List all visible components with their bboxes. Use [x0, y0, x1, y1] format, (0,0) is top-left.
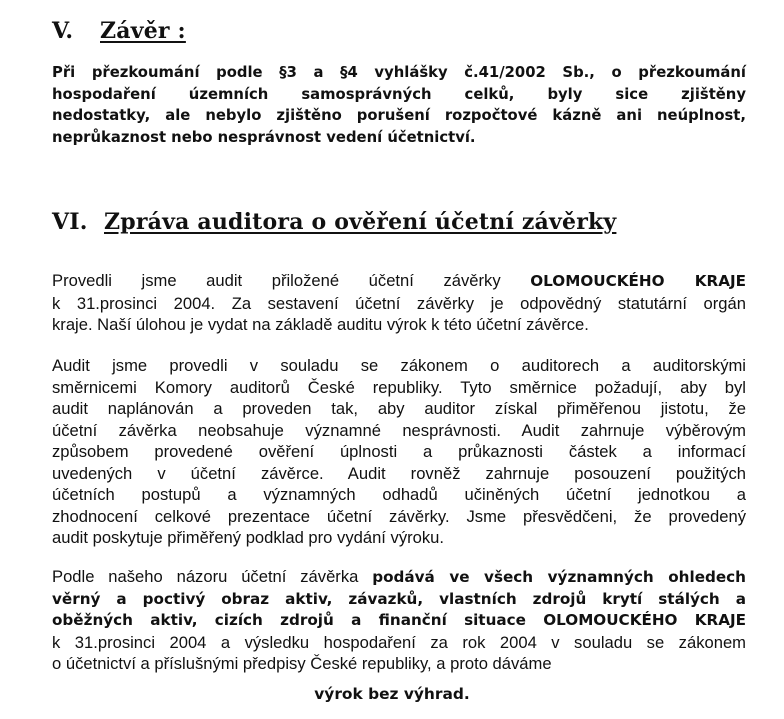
audit-intro-line-2: k 31.prosinci 2004. Za sestavení účetní závěrky je odpovědný statutární orgán — [52, 293, 746, 313]
opinion-bold-text-1: podává ve všech významných ohledech — [372, 568, 746, 586]
audit-intro-paragraph — [52, 270, 746, 336]
audit-opinion-line-2: věrný a poctivý obraz aktiv, závazků, vlastních zdrojů krytí stálých a — [52, 589, 746, 608]
conclusion-line-4: neprůkaznost nebo nesprávnost vedení účetnictví. — [52, 128, 476, 146]
audit-scope-line-6: uvedených v účetní závěrce. Audit rovněž zahrnuje posouzení použitých — [52, 463, 746, 483]
entity-name-opinion: OLOMOUCKÉHO KRAJE — [543, 611, 746, 629]
audit-scope-line-9: audit poskytuje přiměřený podklad pro vydání výroku. — [52, 528, 445, 547]
audit-opinion-line-5: o účetnictví a příslušnými předpisy České republiky, a proto dáváme — [52, 654, 552, 673]
conclusion-line-1: Při přezkoumání podle §3 a §4 vyhlášky č.41/2002 Sb., o přezkoumání — [52, 64, 746, 81]
audit-scope-line-4: účetní závěrka neobsahuje významné nesprávnosti. Audit zahrnuje výběrovým — [52, 420, 746, 440]
section-5-heading — [52, 18, 186, 44]
section-6-title: Zpráva auditora o ověření účetní závěrky — [104, 209, 617, 235]
conclusion-line-2: hospodaření územních samosprávných celků, byly sice zjištěny — [52, 85, 746, 103]
audit-intro-line-1 — [52, 270, 746, 293]
section-5-title: Závěr : — [100, 18, 186, 44]
conclusion-line-3: nedostatky, ale nebylo zjištěno porušení rozpočtové kázně ani neúplnost, — [52, 107, 746, 125]
audit-scope-line-7: účetních postupů a významných odhadů učiněných účetní jednotkou a — [52, 485, 746, 504]
section-6-number: VI. — [52, 209, 88, 235]
conclusion-paragraph — [52, 62, 746, 148]
audit-scope-line-2: směrnicemi Komory auditorů České republiky. Tyto směrnice požadují, aby byl — [52, 377, 746, 397]
audit-intro-line-3: kraje. Naší úlohou je vydat na základě auditu výrok k této účetní závěrce. — [52, 315, 589, 334]
opinion-bold-text-3: oběžných aktiv, cizích zdrojů a finanční situace — [52, 611, 526, 629]
audit-opinion-paragraph — [52, 566, 746, 675]
audit-intro-text: Provedli jsme audit přiložené účetní závěrky — [52, 271, 501, 290]
audit-opinion-line-3 — [52, 610, 746, 632]
audit-verdict: výrok bez výhrad. — [314, 685, 470, 703]
audit-opinion-line-4: k 31.prosinci 2004 a výsledku hospodaření za rok 2004 v souladu se zákonem — [52, 632, 746, 652]
audit-scope-line-1: Audit jsme provedli v souladu se zákonem o auditorech a auditorskými — [52, 356, 746, 375]
opinion-lead-text: Podle našeho názoru účetní závěrka — [52, 567, 359, 586]
audit-scope-line-3: audit naplánován a proveden tak, aby auditor získal přiměřenou jistotu, že — [52, 399, 746, 418]
audit-opinion-line-1 — [52, 566, 746, 589]
entity-name: OLOMOUCKÉHO KRAJE — [530, 272, 746, 290]
audit-scope-line-8: zhodnocení celkové prezentace účetní závěrky. Jsme přesvědčeni, že provedený — [52, 506, 746, 526]
section-5-number: V. — [52, 18, 74, 44]
section-6-heading — [52, 209, 616, 235]
audit-scope-line-5: způsobem provedené ověření úplnosti a průkaznosti částek a informací — [52, 442, 746, 461]
audit-scope-paragraph — [52, 355, 746, 549]
